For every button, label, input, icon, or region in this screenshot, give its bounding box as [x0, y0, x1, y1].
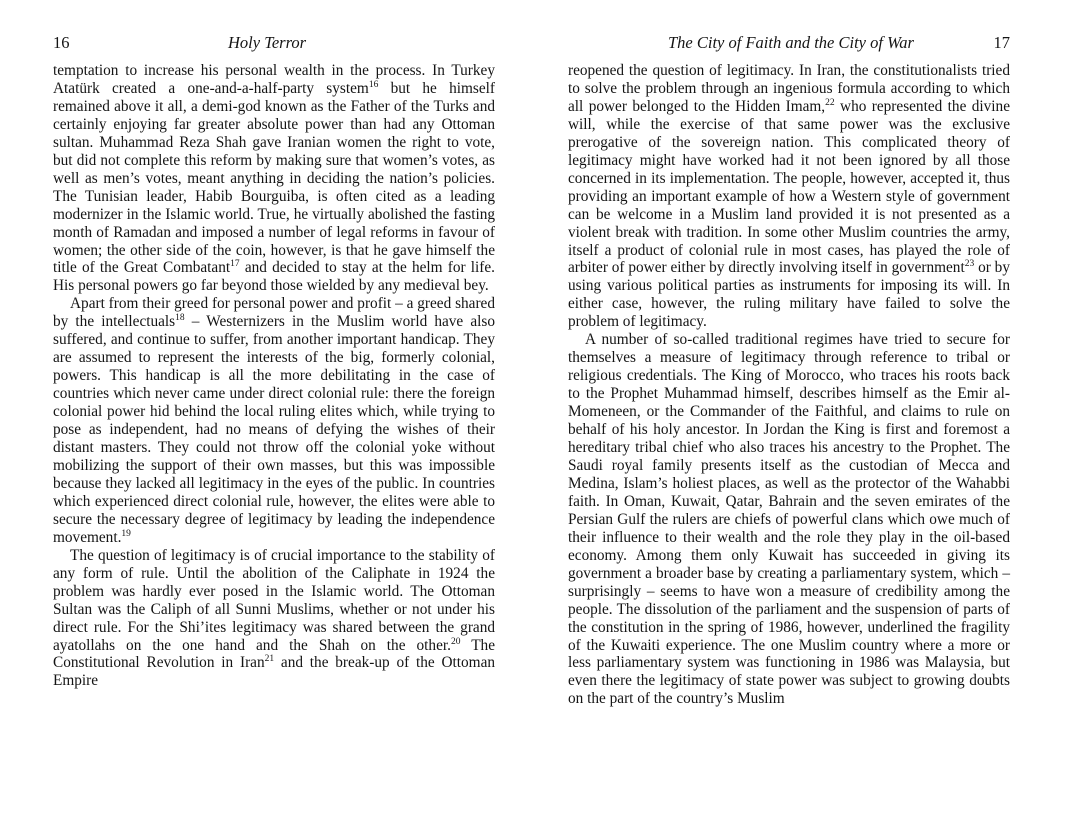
running-title: Holy Terror	[228, 33, 307, 52]
text-run: and the break-up of the Ottoman Empire	[53, 654, 496, 690]
right-page	[546, 0, 1092, 829]
text-run: The question of legitimacy is of crucial importance to the stability of any form of rule. Until the abolition of the Caliphate in 1924 the problem was hardly ever posed in the Islamic world. The Ottoman Sultan was the Caliph of all Sunni Muslims, whether or not under his direct rule. For the Shi’ites legitimacy was shared between the grand ayatollahs on the one hand and the Shah on the other.	[53, 546, 495, 654]
paragraph	[568, 62, 1010, 331]
text-run: and decided to stay at the helm for life. His personal powers go far beyond those wielded by any medieval bey.	[53, 259, 495, 295]
text-run: The Constitutional Revolution in Iran	[53, 636, 495, 672]
text-run: but he himself remained above it all, a demi-god known as the Father of the Turks and certainly enjoying far greater absolute power than had any Ottoman sultan. Muhammad Reza Shah gave Iranian women the right to vote, but did not complete this reform by making sure that women’s votes, as well as men’s votes, meant anything in deciding the nation’s policies. The Tunisian leader, Habib Bourguiba, is often cited as a leading modernizer in the Islamic world. True, he virtually abolished the fasting month of Ramadan and imposed a number of legal reforms in favour of women; the other side of the coin, however, is that he gave himself the title of the Great Combatant	[53, 79, 495, 277]
footnote-marker: 23	[964, 259, 975, 270]
footnote-marker: 20	[450, 636, 461, 647]
left-page-body	[53, 62, 495, 690]
footnote-marker: 19	[121, 528, 131, 539]
paragraph	[568, 331, 1010, 708]
paragraph	[53, 62, 495, 295]
page-number: 16	[53, 33, 70, 52]
right-page-body	[568, 62, 1010, 708]
text-run: temptation to increase his personal wealth in the process. In Turkey Atatürk created a one-and-a-half-party system	[53, 62, 495, 97]
text-run: A number of so-called traditional regimes have tried to secure for themselves a measure of legitimacy through reference to tribal or religious credentials. The King of Morocco, who traces his roots back to the Prophet Muhammad himself, describes himself as the Emir al-Momeneen, or the Commander of the Faithful, and claims to rule on behalf of his holy ancestor. In Jordan the King is first and foremost a hereditary tribal chief who also traces his ancestry to the Prophet. The Saudi royal family presents itself as the custodian of Mecca and Medina, Islam’s holiest places, as well as the protector of the Wahabbi faith. In Oman, Kuwait, Qatar, Bahrain and the seven emirates of the Persian Gulf the rulers are chiefs of powerful clans which owe much of their influence to their wealth and the role they play in the oil-based economy. Among them only Kuwait has succeeded in giving its government a broader base by creating a parliamentary system, which – surprisingly – seems to have won a measure of credibility among the people. The dissolution of the parliament and the suspension of parts of the constitution in the spring of 1986, however, underlined the fragility of the Kuwaiti experience. The one Muslim country where a more or less parliamentary system was functioning in 1986 was Malaysia, but even there the legitimacy of state power was subject to growing doubts on the part of the country’s Muslim	[568, 331, 1010, 708]
footnote-marker: 21	[264, 654, 275, 665]
page-number: 17	[993, 33, 1010, 52]
text-run: Apart from their greed for personal power and profit – a greed shared by the intellectuals	[53, 295, 495, 331]
paragraph	[53, 295, 495, 546]
right-page-header	[568, 33, 1010, 53]
left-page-header	[53, 33, 495, 53]
text-run: who represented the divine will, while the exercise of that same power was the exclusive prerogative of the sovereign nation. This complicated theory of legitimacy might have worked had it not been ignored by all those concerned in its implementation. The people, however, accepted it, thus providing an important example of how a Western style of government can be welcome in a Muslim land provided it is not presented as a violent break with tradition. In some other Muslim countries the army, itself a product of colonial rule in most cases, has played the role of arbiter of power either by directly involving itself in government	[568, 97, 1010, 277]
footnote-marker: 22	[825, 97, 835, 108]
footnote-marker: 16	[368, 79, 379, 90]
text-run: or by using various political parties as instruments for imposing its will. In either case, however, the ruling military have failed to solve the problem of legitimacy.	[568, 259, 1010, 331]
text-run: – Westernizers in the Muslim world have also suffered, and continue to suffer, from another important handicap. They are assumed to represent the interests of the big, formerly colonial, powers. This handicap is all the more debilitating in the case of countries which never came under direct colonial rule: there the foreign colonial power hid behind the local ruling elites which, while trying to pose as independent, had no means of defying the wishes of their distant masters. They could not throw off the colonial yoke without mobilizing the support of their own masses, but this was impossible because they lacked all legitimacy in the eyes of the public. In countries which experienced direct colonial rule, however, the elites were able to secure the necessary degree of legitimacy by leading the independence movement.	[53, 313, 495, 546]
footnote-marker: 17	[230, 259, 240, 270]
paragraph	[53, 547, 495, 691]
running-title: The City of Faith and the City of War	[668, 33, 914, 52]
footnote-marker: 18	[175, 313, 185, 324]
text-run: reopened the question of legitimacy. In Iran, the constitutionalists tried to solve the problem through an ingenious formula according to which all power belonged to the Hidden Imam,	[568, 62, 1010, 115]
